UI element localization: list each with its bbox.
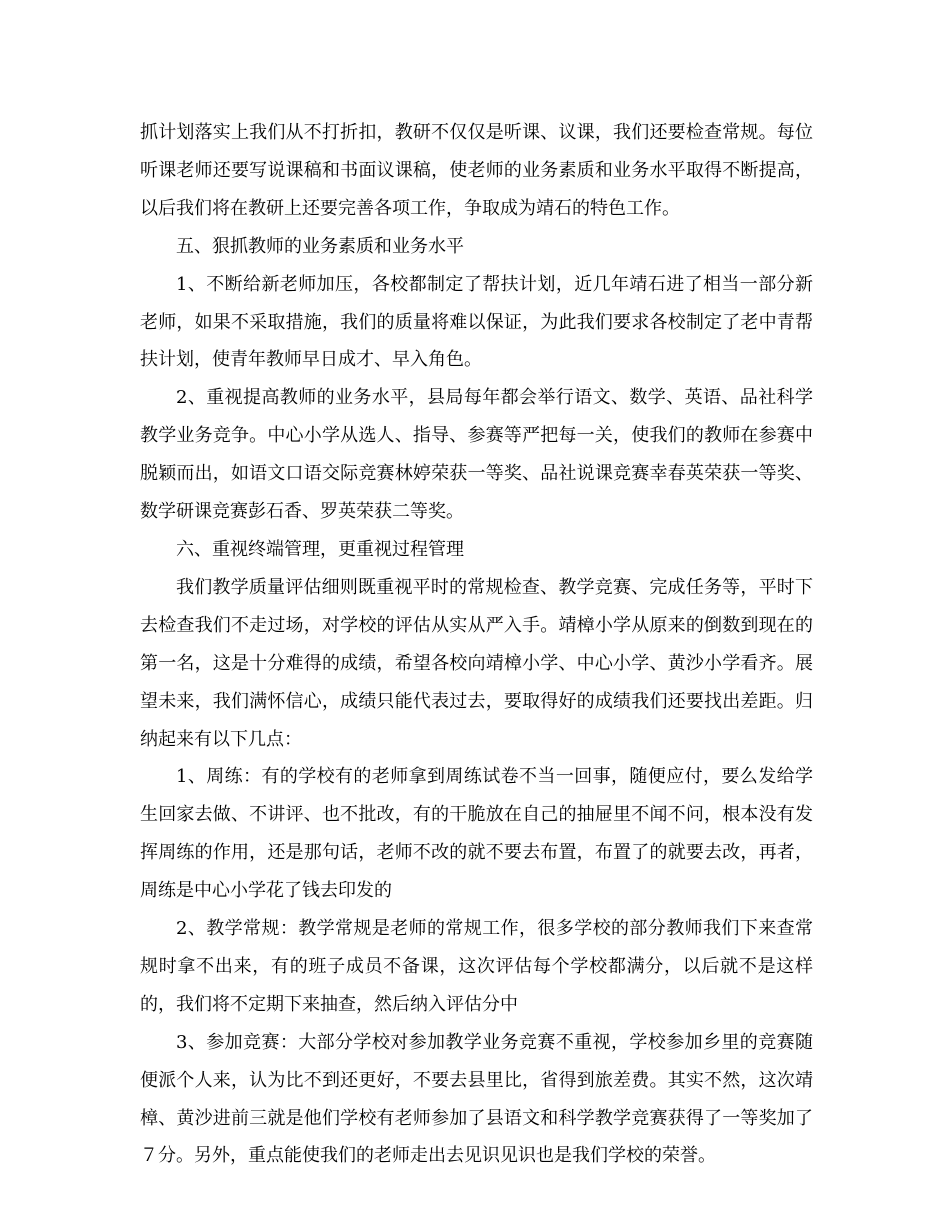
paragraph-weekly-practice: 1、周练：有的学校有的老师拿到周练试卷不当一回事，随便应付，要么发给学生回家去做、不讲评、也不批改，有的干脆放在自己的抽屉里不闻不问，根本没有发挥周练的作用，还是那句话，老师不改的就不要去布置，布置了的就要去改，再者，周练是中心小学花了钱去印发的 bbox=[140, 766, 813, 902]
paragraph-contests: 3、参加竞赛：大部分学校对参加教学业务竞赛不重视，学校参加乡里的竞赛随便派个人来，认为比不到还更好，不要去县里比，省得到旅差费。其实不然，这次靖樟、黄沙进前三就是他们学校有老师参加了县语文和科学教学竞赛获得了一等奖加了７分。另外，重点能使我们的老师走出去见识见识也是我们学校的荣誉。 bbox=[140, 1031, 813, 1167]
paragraph-evaluation: 我们教学质量评估细则既重视平时的常规检查、教学竞赛、完成任务等，平时下去检查我们不走过场，对学校的评估从实从严入手。靖樟小学从原来的倒数到现在的第一名，这是十分难得的成绩，希望各校向靖樟小学、中心小学、黄沙小学看齐。展望未来，我们满怀信心，成绩只能代表过去，要取得好的成绩我们还要找出差距。归纳起来有以下几点： bbox=[140, 576, 813, 750]
document-body bbox=[140, 114, 813, 1175]
paragraph-competitions: 2、重视提高教师的业务水平，县局每年都会举行语文、数学、英语、品社科学教学业务竞争。中心小学从选人、指导、参赛等严把每一关，使我们的教师在参赛中脱颖而出，如语文口语交际竞赛林婷荣获一等奖、品社说课竞赛幸春英荣获一等奖、数学研课竞赛彭石香、罗英荣获二等奖。 bbox=[140, 387, 813, 523]
paragraph-1: 抓计划落实上我们从不打折扣，教研不仅仅是听课、议课，我们还要检查常规。每位听课老师还要写说课稿和书面议课稿，使老师的业务素质和业务水平取得不断提高，以后我们将在教研上还要完善各项工作，争取成为靖石的特色工作。 bbox=[140, 122, 813, 219]
paragraph-teaching-routine: 2、教学常规：教学常规是老师的常规工作，很多学校的部分教师我们下来查常规时拿不出来，有的班子成员不备课，这次评估每个学校都满分，以后就不是这样的，我们将不定期下来抽查，然后纳入评估分中 bbox=[140, 918, 813, 1015]
section-heading-six: 六、重视终端管理，更重视过程管理 bbox=[176, 538, 464, 560]
section-heading-five: 五、狠抓教师的业务素质和业务水平 bbox=[176, 235, 464, 257]
paragraph-mentoring: 1、不断给新老师加压，各校都制定了帮扶计划，近几年靖石进了相当一部分新老师，如果不采取措施，我们的质量将难以保证，为此我们要求各校制定了老中青帮扶计划，使青年教师早日成才、早入角色。 bbox=[140, 273, 813, 371]
